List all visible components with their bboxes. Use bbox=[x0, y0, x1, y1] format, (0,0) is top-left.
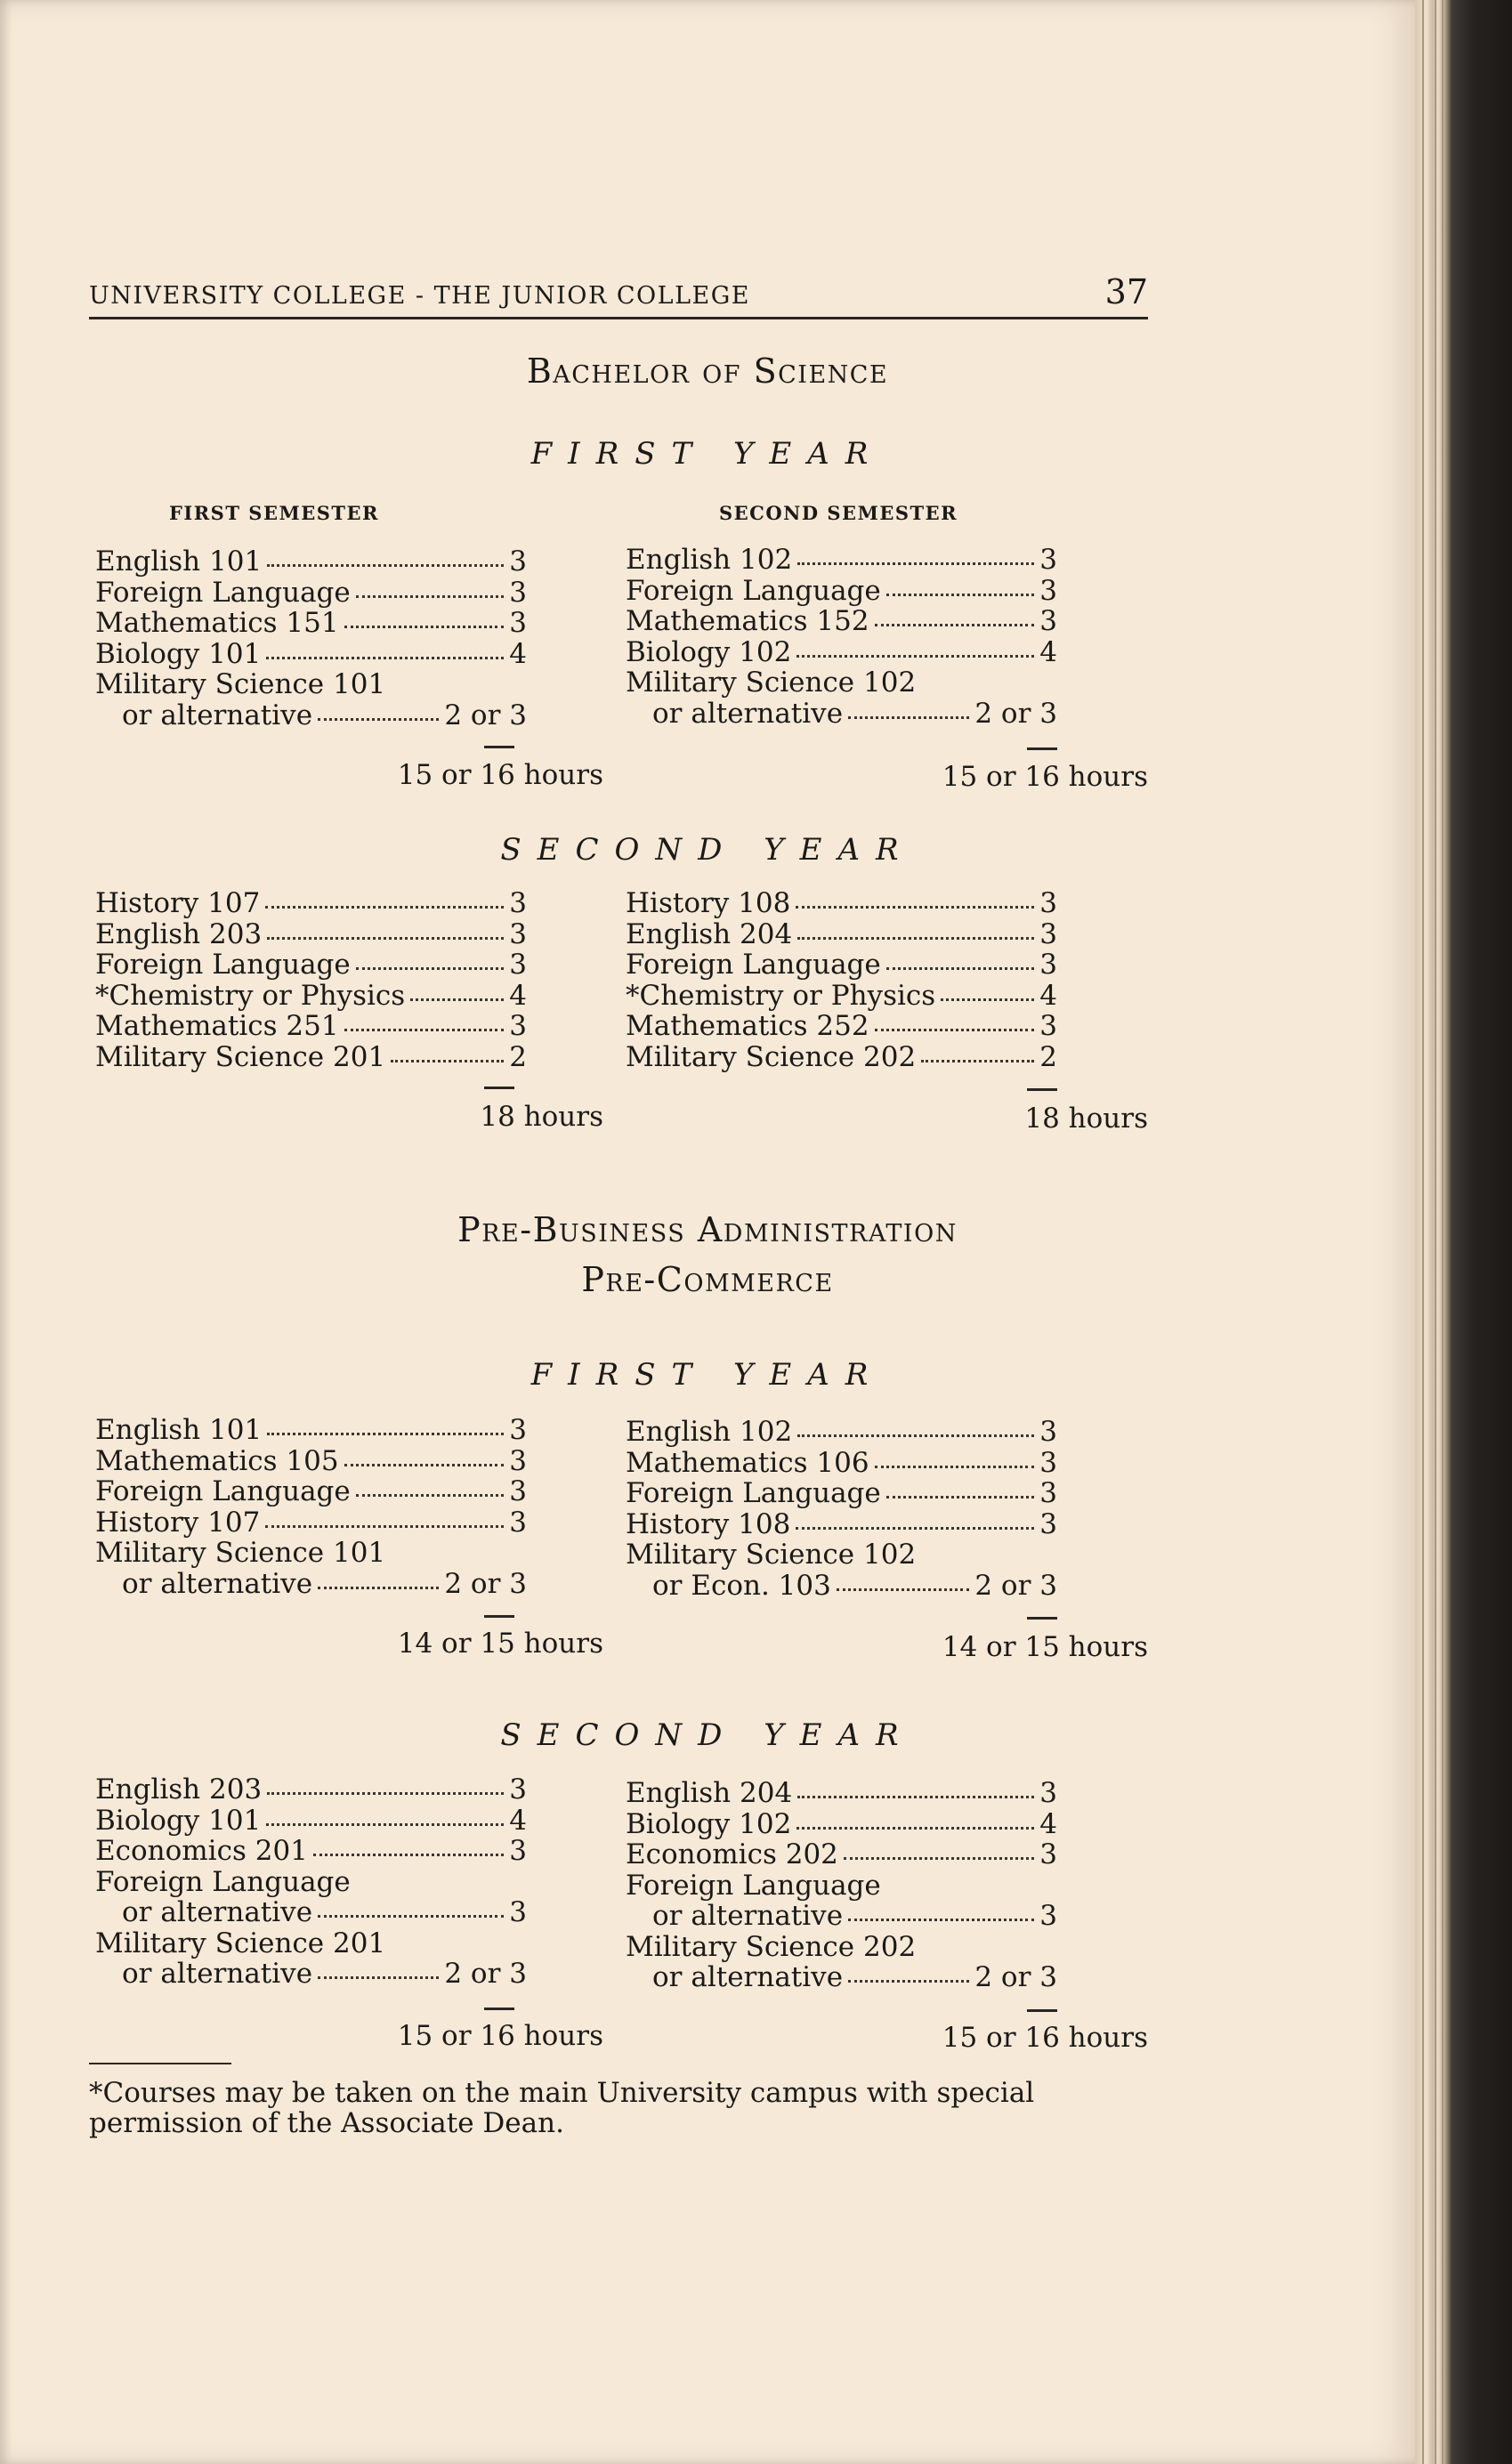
course-row bbox=[626, 1042, 1057, 1073]
dot-leader bbox=[318, 697, 439, 721]
course-name: English 203 bbox=[95, 917, 263, 950]
course-name: Foreign Language bbox=[626, 1869, 881, 1902]
credit-hours: 3 bbox=[509, 1010, 527, 1042]
bs-y2-sem2-list bbox=[626, 888, 1057, 1072]
dot-leader bbox=[266, 1802, 504, 1826]
pba-y2-sem1-total: 15 or 16 hours bbox=[397, 2020, 603, 2052]
bs-y2-sem1-total: 18 hours bbox=[480, 1101, 603, 1133]
course-name: English 102 bbox=[626, 544, 793, 576]
dot-leader bbox=[267, 543, 504, 567]
bs-second-year-heading: SECOND YEAR bbox=[500, 832, 915, 868]
course-row bbox=[95, 949, 527, 981]
credit-hours: 3 bbox=[1039, 1446, 1057, 1479]
credit-hours: 3 bbox=[1039, 605, 1057, 637]
course-name: Biology 101 bbox=[95, 1804, 262, 1837]
course-row bbox=[95, 546, 527, 578]
course-row bbox=[95, 1867, 527, 1898]
course-name: Military Science 101 bbox=[95, 668, 386, 700]
course-row bbox=[626, 576, 1057, 607]
course-row bbox=[626, 1417, 1057, 1448]
credit-hours: 3 bbox=[1039, 1838, 1057, 1870]
running-header bbox=[89, 263, 1148, 319]
credit-hours: 2 or 3 bbox=[974, 1569, 1057, 1602]
running-title: UNIVERSITY COLLEGE - THE JUNIOR COLLEGE bbox=[89, 282, 750, 310]
dot-leader bbox=[875, 602, 1035, 626]
credit-hours: 3 bbox=[1039, 949, 1057, 981]
pba-y1-sem2-list bbox=[626, 1417, 1057, 1601]
credit-hours: 3 bbox=[509, 1835, 527, 1867]
credit-hours: 4 bbox=[1039, 979, 1057, 1012]
course-name: or alternative bbox=[122, 699, 313, 731]
bs-y1-sem1-total: 15 or 16 hours bbox=[397, 759, 603, 791]
course-row bbox=[626, 606, 1057, 637]
credit-hours: 3 bbox=[509, 949, 527, 981]
course-row bbox=[95, 608, 527, 639]
pba-y2-sem2-total: 15 or 16 hours bbox=[942, 2022, 1148, 2054]
course-row bbox=[95, 981, 527, 1012]
course-row bbox=[95, 1538, 527, 1569]
bs-y2-sem1-list bbox=[95, 888, 527, 1072]
credit-hours: 4 bbox=[509, 637, 527, 670]
course-row bbox=[626, 1870, 1057, 1902]
dot-leader bbox=[886, 1474, 1035, 1499]
dot-leader bbox=[410, 977, 504, 1001]
course-name: History 108 bbox=[626, 887, 791, 919]
course-row bbox=[626, 919, 1057, 950]
bs-y2-sem2-total: 18 hours bbox=[1024, 1103, 1148, 1135]
bs-y1-sem2-list bbox=[626, 545, 1057, 729]
sum-rule bbox=[1027, 1088, 1057, 1091]
course-name: English 101 bbox=[95, 1414, 263, 1446]
credit-hours: 2 or 3 bbox=[444, 699, 527, 731]
credit-hours: 3 bbox=[509, 1506, 527, 1539]
course-row bbox=[626, 949, 1057, 981]
dot-leader bbox=[797, 1774, 1034, 1798]
credit-hours: 3 bbox=[509, 1444, 527, 1477]
footnote: *Courses may be taken on the main University campus with special permission of the Associate Dean. bbox=[89, 2077, 1035, 2139]
credit-hours: 3 bbox=[509, 545, 527, 578]
course-row bbox=[626, 1539, 1057, 1571]
credit-hours: 2 or 3 bbox=[444, 1567, 527, 1600]
credit-hours: 3 bbox=[1039, 1416, 1057, 1448]
pba-y2-sem1-list bbox=[95, 1774, 527, 1990]
course-row bbox=[95, 669, 527, 700]
course-name: Foreign Language bbox=[626, 1477, 881, 1509]
dot-leader bbox=[265, 885, 504, 909]
dot-leader bbox=[391, 1038, 504, 1062]
sum-rule bbox=[484, 1087, 514, 1089]
course-row bbox=[626, 981, 1057, 1012]
course-name: Military Science 101 bbox=[95, 1537, 386, 1569]
credit-hours: 3 bbox=[509, 1896, 527, 1928]
credit-hours: 4 bbox=[1039, 635, 1057, 668]
pba-second-year-heading: SECOND YEAR bbox=[500, 1717, 915, 1753]
first-semester-label: FIRST SEMESTER bbox=[169, 502, 379, 524]
course-name: or alternative bbox=[652, 1900, 844, 1932]
dot-leader bbox=[267, 1411, 504, 1435]
course-row bbox=[95, 888, 527, 919]
credit-hours: 3 bbox=[1039, 1900, 1057, 1932]
book-edge bbox=[1415, 0, 1512, 2464]
course-name: Foreign Language bbox=[95, 576, 351, 609]
credit-hours: 2 or 3 bbox=[444, 1958, 527, 1990]
course-row bbox=[95, 1446, 527, 1477]
course-name: Foreign Language bbox=[95, 949, 351, 981]
dot-leader bbox=[265, 1504, 504, 1528]
course-row bbox=[626, 1571, 1057, 1602]
dot-leader bbox=[318, 1565, 439, 1589]
credit-hours: 3 bbox=[509, 576, 527, 609]
course-name: Military Science 102 bbox=[626, 666, 917, 699]
page-edge-line bbox=[1442, 0, 1443, 2464]
course-name: Military Science 201 bbox=[95, 1040, 386, 1073]
pba-y2-sem2-list bbox=[626, 1778, 1057, 1993]
course-row bbox=[95, 1569, 527, 1600]
course-name: *Chemistry or Physics bbox=[95, 979, 406, 1012]
dot-leader bbox=[344, 1442, 505, 1466]
course-row bbox=[95, 578, 527, 609]
dot-leader bbox=[318, 1955, 439, 1979]
course-name: Economics 202 bbox=[626, 1838, 838, 1870]
dot-leader bbox=[344, 1007, 505, 1031]
course-name: or Econ. 103 bbox=[652, 1569, 831, 1602]
credit-hours: 3 bbox=[509, 1773, 527, 1806]
dot-leader bbox=[844, 1836, 1034, 1860]
course-name: Biology 102 bbox=[626, 635, 792, 668]
course-name: Military Science 102 bbox=[626, 1539, 917, 1571]
course-name: Military Science 201 bbox=[95, 1927, 386, 1959]
credit-hours: 3 bbox=[1039, 1010, 1057, 1042]
credit-hours: 2 bbox=[1039, 1040, 1057, 1073]
course-row bbox=[626, 1778, 1057, 1809]
course-row bbox=[95, 639, 527, 670]
bs-y1-sem2-total: 15 or 16 hours bbox=[942, 761, 1148, 793]
credit-hours: 3 bbox=[509, 1475, 527, 1507]
dot-leader bbox=[797, 916, 1034, 940]
sum-rule bbox=[484, 1615, 514, 1618]
course-name: Mathematics 251 bbox=[95, 1010, 339, 1042]
credit-hours: 4 bbox=[509, 979, 527, 1012]
course-name: History 107 bbox=[95, 887, 261, 919]
course-row bbox=[626, 1839, 1057, 1870]
footnote-rule bbox=[89, 2063, 231, 2064]
course-row bbox=[95, 1897, 527, 1928]
dot-leader bbox=[848, 695, 969, 719]
credit-hours: 3 bbox=[1039, 887, 1057, 919]
dot-leader bbox=[941, 977, 1034, 1001]
course-name: or alternative bbox=[122, 1958, 313, 1990]
course-row bbox=[626, 699, 1057, 730]
dot-leader bbox=[267, 916, 504, 940]
course-name: Military Science 202 bbox=[626, 1930, 917, 1963]
course-name: English 204 bbox=[626, 917, 793, 950]
course-name: English 204 bbox=[626, 1777, 793, 1809]
dot-leader bbox=[848, 1959, 969, 1983]
section-title-pre-business-administration: Pre-Business Administration bbox=[457, 1210, 958, 1249]
credit-hours: 4 bbox=[1039, 1807, 1057, 1840]
course-row bbox=[626, 1962, 1057, 1993]
course-name: Mathematics 105 bbox=[95, 1444, 339, 1477]
course-name: Mathematics 106 bbox=[626, 1446, 869, 1479]
credit-hours: 3 bbox=[509, 917, 527, 950]
dot-leader bbox=[356, 1473, 505, 1497]
course-name: Mathematics 252 bbox=[626, 1010, 869, 1042]
course-name: Mathematics 152 bbox=[626, 605, 869, 637]
course-row bbox=[95, 1928, 527, 1959]
dot-leader bbox=[796, 1806, 1034, 1830]
course-row bbox=[626, 888, 1057, 919]
course-name: Biology 101 bbox=[95, 637, 262, 670]
credit-hours: 3 bbox=[1039, 1777, 1057, 1809]
course-row bbox=[95, 1774, 527, 1806]
dot-leader bbox=[356, 946, 505, 970]
section-title-pre-commerce: Pre-Commerce bbox=[581, 1260, 834, 1299]
course-name: or alternative bbox=[652, 697, 844, 730]
course-name: Foreign Language bbox=[95, 1475, 351, 1507]
pba-first-year-heading: FIRST YEAR bbox=[530, 1357, 885, 1393]
pba-y1-sem1-total: 14 or 15 hours bbox=[397, 1628, 603, 1660]
credit-hours: 3 bbox=[509, 607, 527, 639]
course-row bbox=[95, 1806, 527, 1837]
course-row bbox=[626, 1011, 1057, 1042]
course-row bbox=[626, 1448, 1057, 1479]
course-row bbox=[626, 637, 1057, 668]
dot-leader bbox=[875, 1007, 1035, 1031]
dot-leader bbox=[313, 1832, 504, 1856]
page-number: 37 bbox=[1104, 272, 1148, 311]
dot-leader bbox=[796, 1506, 1034, 1530]
course-name: English 101 bbox=[95, 545, 263, 578]
course-name: Military Science 202 bbox=[626, 1040, 917, 1073]
section-title-bachelor-of-science: Bachelor of Science bbox=[526, 351, 889, 391]
course-row bbox=[95, 919, 527, 950]
course-row bbox=[95, 1042, 527, 1073]
course-name: History 108 bbox=[626, 1507, 791, 1540]
credit-hours: 2 or 3 bbox=[974, 1961, 1057, 1993]
credit-hours: 2 bbox=[509, 1040, 527, 1073]
course-row bbox=[626, 1901, 1057, 1932]
course-row bbox=[95, 1959, 527, 1990]
course-name: or alternative bbox=[652, 1961, 844, 1993]
dot-leader bbox=[796, 634, 1034, 658]
credit-hours: 3 bbox=[1039, 544, 1057, 576]
dot-leader bbox=[848, 1897, 1034, 1921]
course-name: Economics 201 bbox=[95, 1835, 308, 1867]
dot-leader bbox=[921, 1038, 1034, 1062]
course-name: Mathematics 151 bbox=[95, 607, 339, 639]
course-row bbox=[95, 700, 527, 731]
course-name: English 102 bbox=[626, 1416, 793, 1448]
page-edge-line bbox=[1422, 0, 1424, 2464]
course-row bbox=[626, 1509, 1057, 1540]
dot-leader bbox=[875, 1444, 1035, 1468]
sum-rule bbox=[1027, 747, 1057, 750]
credit-hours: 3 bbox=[1039, 1477, 1057, 1509]
credit-hours: 3 bbox=[509, 1414, 527, 1446]
dot-leader bbox=[318, 1894, 504, 1918]
course-row bbox=[95, 1507, 527, 1539]
pba-y1-sem1-list bbox=[95, 1415, 527, 1599]
credit-hours: 3 bbox=[1039, 1507, 1057, 1540]
dot-leader bbox=[266, 635, 504, 659]
course-row bbox=[626, 1809, 1057, 1840]
credit-hours: 3 bbox=[1039, 917, 1057, 950]
dot-leader bbox=[356, 574, 505, 598]
dot-leader bbox=[796, 885, 1034, 909]
dot-leader bbox=[797, 541, 1034, 565]
dot-leader bbox=[837, 1567, 970, 1591]
course-name: English 203 bbox=[95, 1773, 263, 1806]
course-name: Biology 102 bbox=[626, 1807, 792, 1840]
dot-leader bbox=[267, 1771, 504, 1795]
course-name: Foreign Language bbox=[626, 574, 881, 607]
course-row bbox=[95, 1476, 527, 1507]
course-row bbox=[95, 1836, 527, 1867]
dot-leader bbox=[344, 604, 505, 628]
bs-y1-sem1-list bbox=[95, 546, 527, 731]
credit-hours: 3 bbox=[1039, 574, 1057, 607]
course-name: or alternative bbox=[122, 1567, 313, 1600]
sum-rule bbox=[1027, 2009, 1057, 2012]
page-edge-line bbox=[1435, 0, 1436, 2464]
course-name: *Chemistry or Physics bbox=[626, 979, 936, 1012]
course-row bbox=[95, 1011, 527, 1042]
dot-leader bbox=[797, 1413, 1034, 1437]
second-semester-label: SECOND SEMESTER bbox=[719, 502, 958, 524]
course-name: or alternative bbox=[122, 1896, 313, 1928]
credit-hours: 2 or 3 bbox=[974, 697, 1057, 730]
credit-hours: 3 bbox=[509, 887, 527, 919]
course-name: Foreign Language bbox=[626, 949, 881, 981]
bs-first-year-heading: FIRST YEAR bbox=[530, 436, 885, 472]
credit-hours: 4 bbox=[509, 1804, 527, 1837]
course-name: History 107 bbox=[95, 1506, 261, 1539]
course-row bbox=[626, 545, 1057, 576]
course-row bbox=[95, 1415, 527, 1446]
course-name: Foreign Language bbox=[95, 1865, 351, 1898]
sum-rule bbox=[484, 746, 514, 748]
sum-rule bbox=[1027, 1617, 1057, 1620]
sum-rule bbox=[484, 2008, 514, 2010]
course-row bbox=[626, 1478, 1057, 1509]
dot-leader bbox=[886, 946, 1035, 970]
pba-y1-sem2-total: 14 or 15 hours bbox=[942, 1631, 1148, 1663]
course-row bbox=[626, 667, 1057, 699]
dot-leader bbox=[886, 572, 1035, 596]
course-row bbox=[626, 1932, 1057, 1963]
